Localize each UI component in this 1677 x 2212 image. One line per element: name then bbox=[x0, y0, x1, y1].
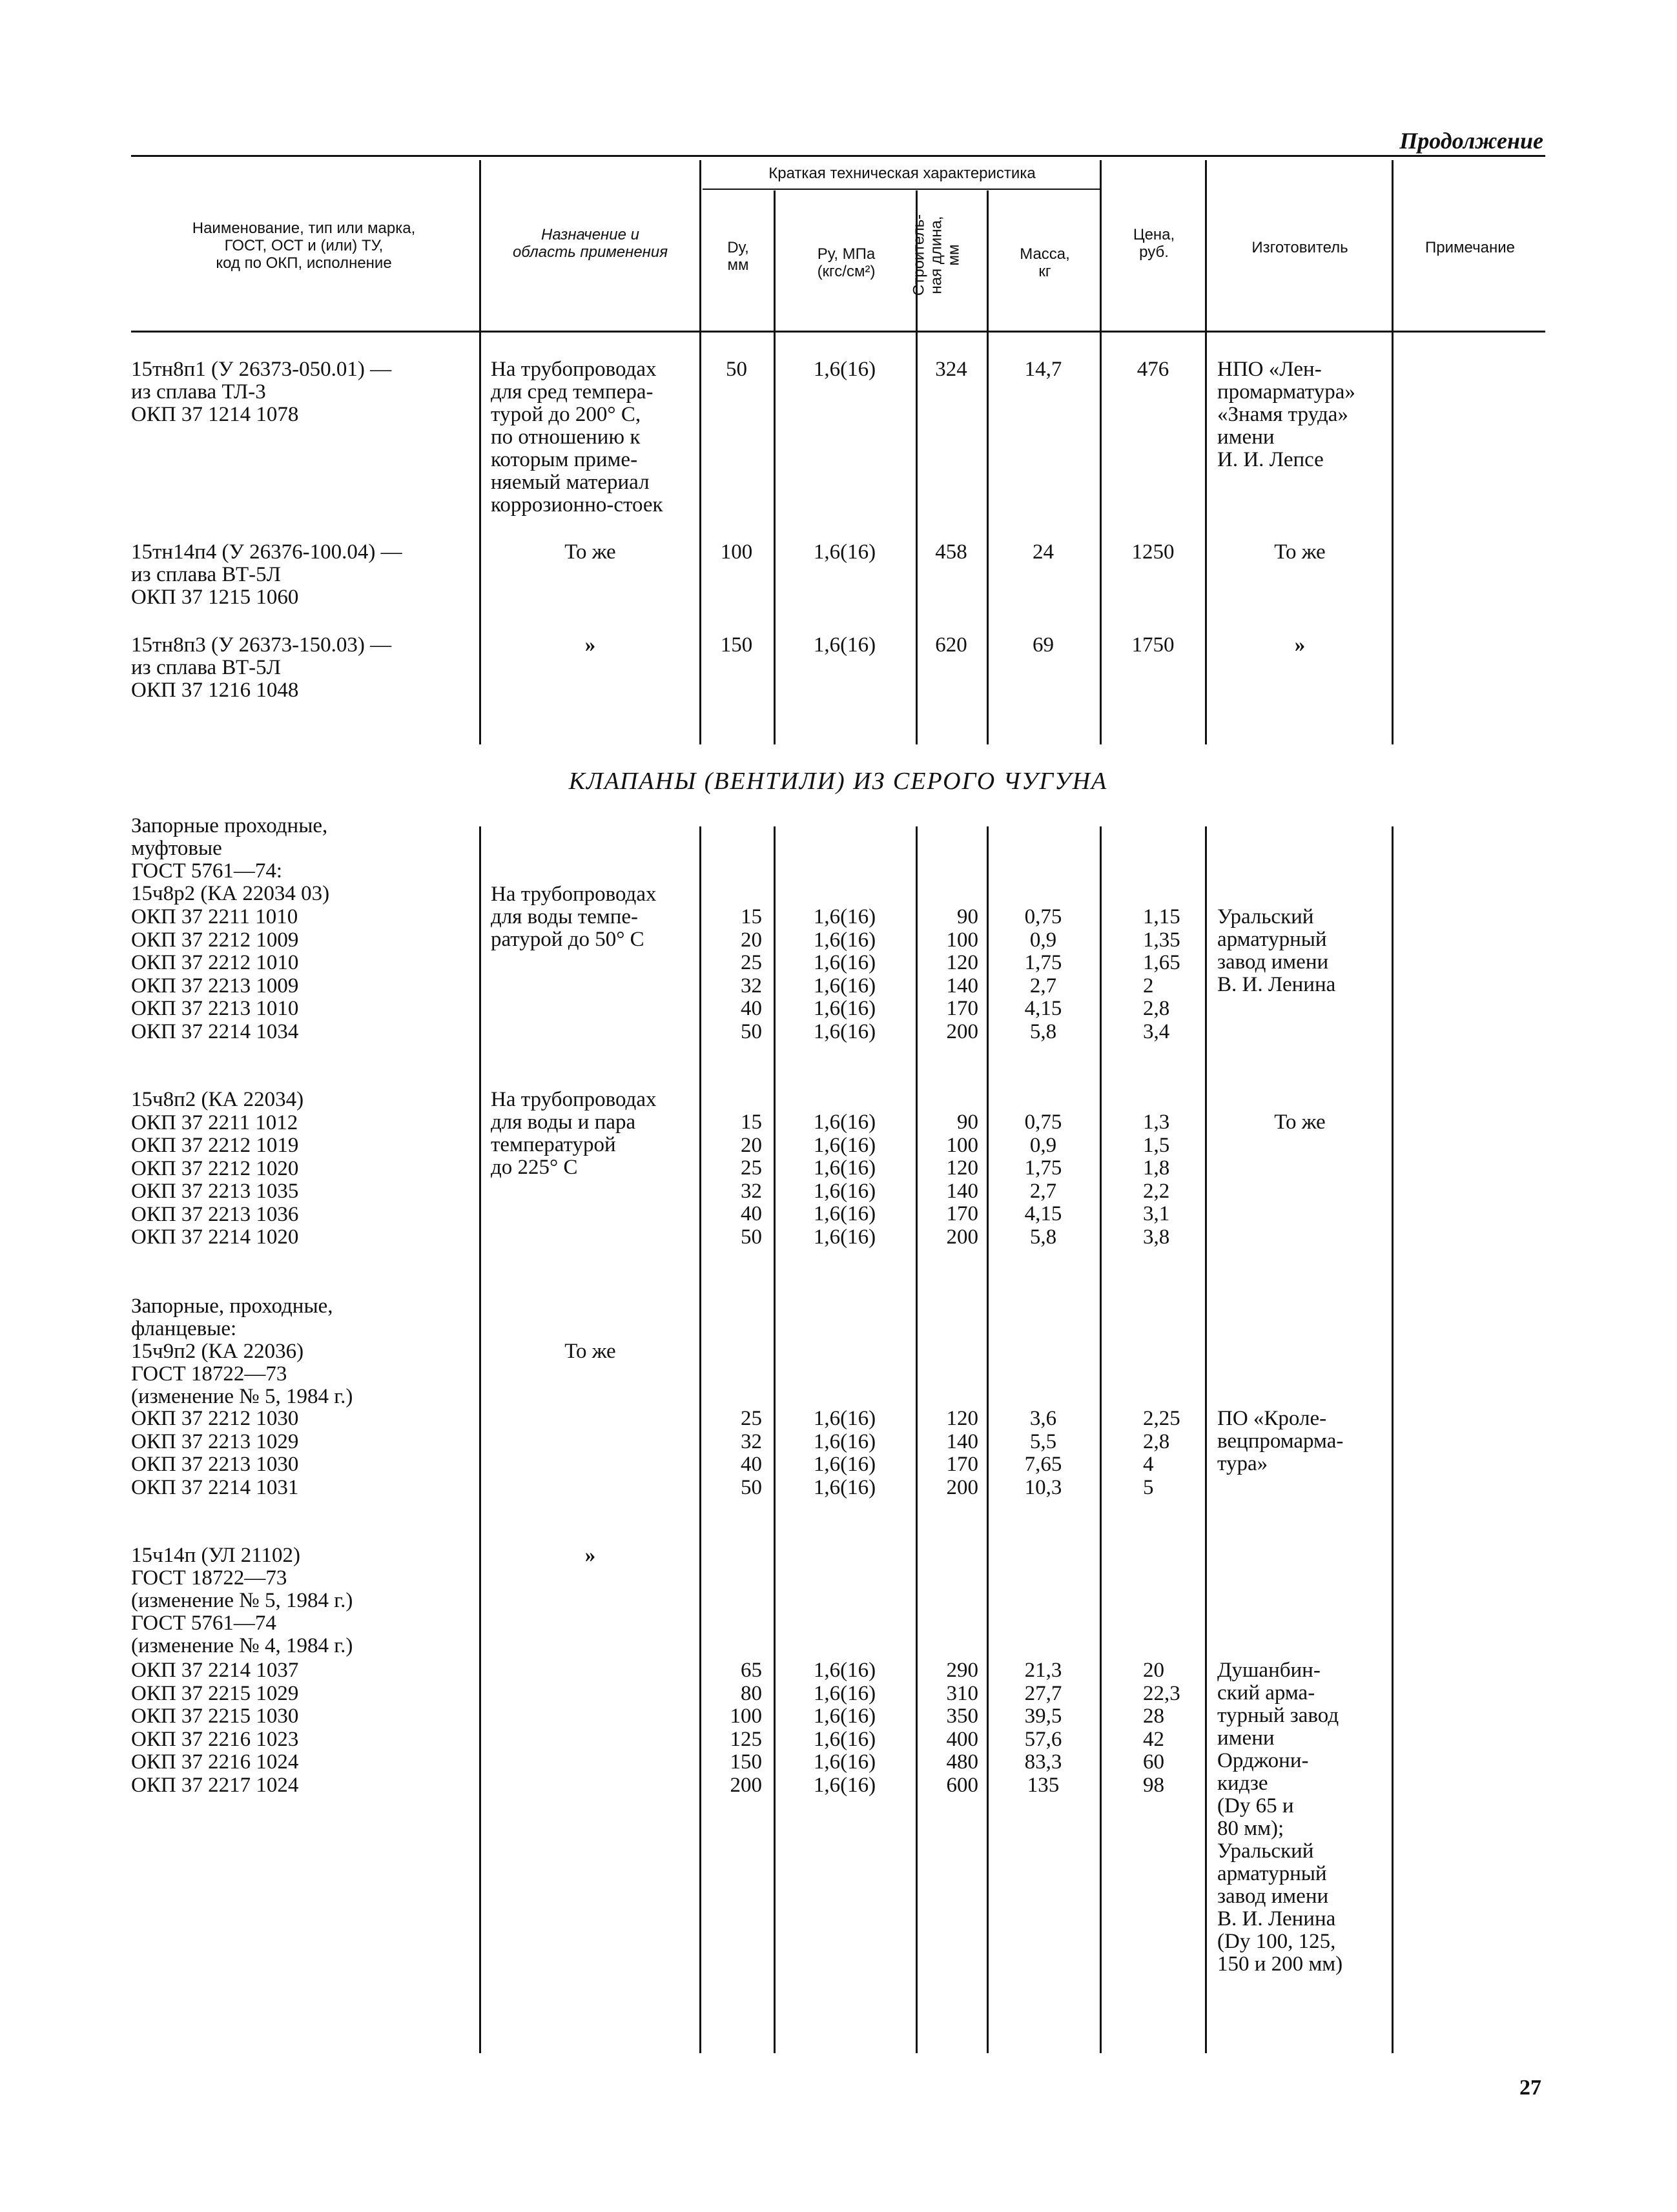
group-py: 1,6(16) 1,6(16) 1,6(16) 1,6(16) bbox=[813, 1407, 876, 1499]
group-purpose: На трубопроводах для воды и пара температурой до 225° С bbox=[491, 1088, 657, 1179]
table-row-name: 15тн8п1 (У 26373-050.01) — из сплава ТЛ-3 ОКП 37 1214 1078 bbox=[131, 358, 392, 426]
group-py: 1,6(16) 1,6(16) 1,6(16) 1,6(16) 1,6(16) 1,6(16) bbox=[813, 1111, 876, 1249]
group-mass: 3,6 5,5 7,65 10,3 bbox=[1024, 1407, 1062, 1499]
group-length: 90 100 120 140 170 200 bbox=[946, 1111, 978, 1249]
group-maker: ПО «Кроле- вецпромарма- тура» bbox=[1217, 1407, 1344, 1475]
col-divider bbox=[1100, 160, 1102, 744]
col-divider bbox=[774, 826, 776, 2053]
group-maker: Уральский арматурный завод имени В. И. Ленина bbox=[1217, 905, 1336, 996]
group-dy: 15 20 25 32 40 50 bbox=[741, 905, 762, 1043]
table-top-rule bbox=[131, 155, 1545, 157]
group-length: 90 100 120 140 170 200 bbox=[946, 905, 978, 1043]
header-bottom-rule bbox=[131, 331, 1545, 333]
col-divider bbox=[699, 160, 701, 744]
table-row-mass: 24 bbox=[1033, 540, 1054, 564]
table-row-py: 1,6(16) bbox=[813, 358, 876, 381]
group-head: Запорные проходные, муфтовые ГОСТ 5761—74: 15ч8р2 (КА 22034 03) bbox=[131, 814, 330, 905]
table-row-dy: 100 bbox=[720, 540, 753, 564]
table-row-maker: То же bbox=[1274, 540, 1326, 564]
table-row-name: 15тн8п3 (У 26373-150.03) — из сплава ВТ-5Л ОКП 37 1216 1048 bbox=[131, 633, 392, 702]
group-length: 120 140 170 200 bbox=[946, 1407, 978, 1499]
header-maker: Изготовитель bbox=[1251, 239, 1348, 256]
col-divider bbox=[1205, 826, 1207, 2053]
table-row-length: 324 bbox=[935, 358, 967, 381]
table-row-price: 1750 bbox=[1131, 633, 1175, 657]
group-py: 1,6(16) 1,6(16) 1,6(16) 1,6(16) 1,6(16) 1,6(16) bbox=[813, 905, 876, 1043]
brief-char-rule bbox=[703, 189, 1102, 190]
col-divider bbox=[479, 160, 481, 744]
table-row-length: 620 bbox=[935, 633, 967, 657]
table-row-maker: » bbox=[1294, 633, 1306, 657]
group-dy: 15 20 25 32 40 50 bbox=[741, 1111, 762, 1249]
group-price: 1,15 1,35 1,65 2 2,8 3,4 bbox=[1143, 905, 1180, 1043]
header-purpose: Назначение и область применения bbox=[512, 226, 668, 261]
col-divider bbox=[987, 190, 989, 744]
group-purpose: То же bbox=[564, 1340, 616, 1363]
continuation-label: Продолжение bbox=[1399, 128, 1543, 154]
group-py: 1,6(16) 1,6(16) 1,6(16) 1,6(16) 1,6(16) 1,6(16) bbox=[813, 1659, 876, 1797]
col-divider bbox=[1100, 826, 1102, 2053]
group-mass: 21,3 27,7 39,5 57,6 83,3 135 bbox=[1024, 1659, 1062, 1797]
header-py: Pу, МПа (кгс/см²) bbox=[817, 245, 876, 280]
table-row-name: 15тн14п4 (У 26376-100.04) — из сплава ВТ-5Л ОКП 37 1215 1060 bbox=[131, 540, 402, 609]
group-codes: ОКП 37 2214 1037 ОКП 37 2215 1029 ОКП 37 2215 1030 ОКП 37 2216 1023 ОКП 37 2216 1024 ОКП 37 2217 1024 bbox=[131, 1659, 299, 1797]
group-maker: То же bbox=[1274, 1111, 1326, 1134]
group-codes: 15ч8п2 (КА 22034) ОКП 37 2211 1012 ОКП 37 2212 1019 ОКП 37 2212 1020 ОКП 37 2213 1035 ОКП 37 2213 1036 ОКП 37 2214 1020 bbox=[131, 1088, 304, 1249]
section-title: КЛАПАНЫ (ВЕНТИЛИ) ИЗ СЕРОГО ЧУГУНА bbox=[568, 768, 1108, 795]
header-mass: Масса, кг bbox=[1020, 245, 1070, 280]
col-divider bbox=[987, 826, 989, 2053]
col-divider bbox=[479, 826, 481, 2053]
table-row-maker: НПО «Лен- промарматура» «Знамя труда» имени И. И. Лепсе bbox=[1217, 358, 1355, 471]
group-head: 15ч14п (УЛ 21102) ГОСТ 18722—73 (изменение № 5, 1984 г.) ГОСТ 5761—74 (изменение № 4, 1984 г.) bbox=[131, 1544, 353, 1657]
group-codes: ОКП 37 2212 1030 ОКП 37 2213 1029 ОКП 37 2213 1030 ОКП 37 2214 1031 bbox=[131, 1407, 299, 1499]
table-row-purpose: На трубопроводах для сред темпера- турой до 200° С, по отношению к которым приме- няемый материал коррозионно-стоек bbox=[491, 358, 663, 517]
table-row-dy: 50 bbox=[726, 358, 747, 381]
table-row-mass: 14,7 bbox=[1024, 358, 1062, 381]
table-row-length: 458 bbox=[935, 540, 967, 564]
group-maker: Душанбин- ский арма- турный завод имени Орджони- кидзе (Dу 65 и 80 мм); Уральский арматурный завод имени В. И. Ленина (Dу 100, 125, 150 и 200 мм) bbox=[1217, 1659, 1343, 1976]
group-dy: 65 80 100 125 150 200 bbox=[730, 1659, 762, 1797]
col-divider bbox=[1205, 160, 1207, 744]
group-codes: ОКП 37 2211 1010 ОКП 37 2212 1009 ОКП 37 2212 1010 ОКП 37 2213 1009 ОКП 37 2213 1010 ОКП 37 2214 1034 bbox=[131, 905, 299, 1043]
group-head: Запорные, проходные, фланцевые: 15ч9п2 (КА 22036) ГОСТ 18722—73 (изменение № 5, 1984 г.) bbox=[131, 1295, 353, 1408]
group-mass: 0,75 0,9 1,75 2,7 4,15 5,8 bbox=[1024, 1111, 1062, 1249]
table-row-py: 1,6(16) bbox=[813, 540, 876, 564]
group-dy: 25 32 40 50 bbox=[741, 1407, 762, 1499]
col-divider bbox=[916, 826, 918, 2053]
group-price: 1,3 1,5 1,8 2,2 3,1 3,8 bbox=[1143, 1111, 1170, 1249]
table-row-py: 1,6(16) bbox=[813, 633, 876, 657]
table-row-purpose: То же bbox=[564, 540, 616, 564]
group-price: 2,25 2,8 4 5 bbox=[1143, 1407, 1180, 1499]
page-number: 27 bbox=[1519, 2076, 1541, 2100]
group-length: 290 310 350 400 480 600 bbox=[946, 1659, 978, 1797]
header-length: Строитель- ная длина, мм bbox=[910, 214, 963, 296]
table-row-price: 1250 bbox=[1131, 540, 1175, 564]
header-price: Цена, руб. bbox=[1133, 226, 1175, 261]
col-divider bbox=[699, 826, 701, 2053]
header-brief-characteristic: Краткая техническая характеристика bbox=[768, 165, 1036, 182]
group-purpose: » bbox=[584, 1544, 596, 1567]
table-row-purpose: » bbox=[584, 633, 596, 657]
group-price: 20 22,3 28 42 60 98 bbox=[1143, 1659, 1180, 1797]
group-purpose: На трубопроводах для воды темпе- ратурой до 50° С bbox=[491, 883, 657, 951]
group-mass: 0,75 0,9 1,75 2,7 4,15 5,8 bbox=[1024, 905, 1062, 1043]
table-row-price: 476 bbox=[1137, 358, 1169, 381]
col-divider bbox=[774, 190, 776, 744]
table-row-mass: 69 bbox=[1033, 633, 1054, 657]
header-note: Примечание bbox=[1425, 239, 1515, 256]
header-dy: Dу, мм bbox=[727, 239, 749, 274]
col-divider bbox=[1392, 826, 1394, 2053]
table-row-dy: 150 bbox=[720, 633, 753, 657]
header-name: Наименование, тип или марка, ГОСТ, ОСТ и (или) ТУ, код по ОКП, исполнение bbox=[192, 220, 416, 272]
col-divider bbox=[1392, 160, 1394, 744]
